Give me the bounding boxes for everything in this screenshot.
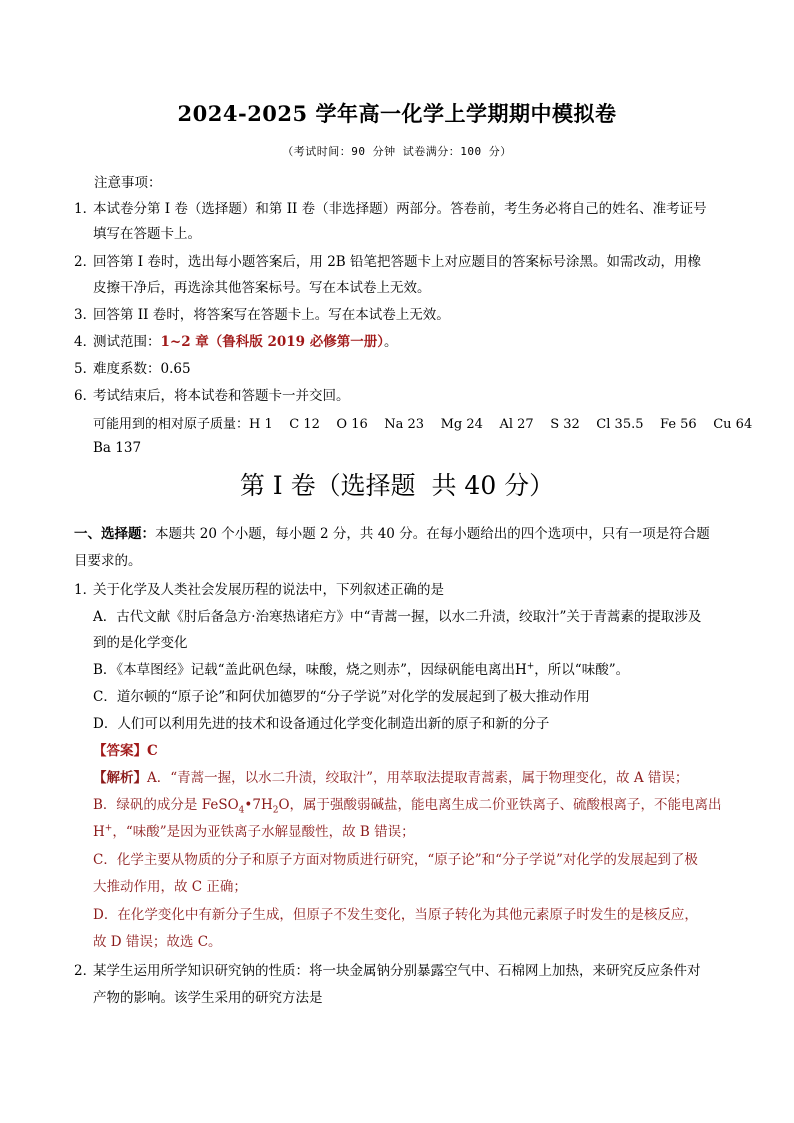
note-item-3 <box>74 303 450 323</box>
analysis-c: C．化学主要从物质的分子和原子方面对物质进行研究，“原子论”和“分子学说”对化学的发展起到了极 <box>93 852 698 868</box>
note-text: 填写在答题卡上。 <box>93 226 201 242</box>
note-number: 1． <box>74 201 97 217</box>
analysis-d: D．在化学变化中有新分子生成，但原子不发生变化，当原子转化为其他元素原子时发生的是核反应， <box>93 907 698 923</box>
question-2-cont: 产物的影响。该学生采用的研究方法是 <box>93 990 323 1006</box>
subscript: 4 <box>238 805 245 816</box>
note-text: 考试结束后，将本试卷和答题卡一并交回。 <box>93 388 350 404</box>
analysis-label: 【解析】 <box>93 770 147 786</box>
note-text: 难度系数：0.65 <box>93 361 191 377</box>
superscript: + <box>104 823 113 834</box>
option-d: D．人们可以利用先进的技术和设备通过化学变化制造出新的原子和新的分子 <box>93 716 550 732</box>
analysis-b <box>93 793 722 816</box>
subscript: 2 <box>272 805 279 816</box>
option-a: A．古代文献《肘后备急方·治寒热诸疟方》中“青蒿一握，以水二升渍，绞取汁”关于青蒿素的提取涉及 <box>93 609 702 625</box>
note-number: 6． <box>74 388 97 404</box>
section-intro-text: 目要求的。 <box>74 553 142 569</box>
test-scope: 1~2 章（鲁科版 2019 必修第一册） <box>160 334 385 350</box>
question-number: 2． <box>74 963 97 979</box>
notes-heading: 注意事项： <box>94 175 162 191</box>
section-label: 一、选择题： <box>74 526 155 542</box>
note-text: 。 <box>384 334 398 350</box>
analysis-text: O，属于强酸弱碱盐，能电离生成二价亚铁离子、硫酸根离子，不能电离出 <box>278 797 722 813</box>
note-number: 3． <box>74 307 97 323</box>
note-item-2 <box>74 250 701 270</box>
page-title: 2024-2025 学年高一化学上学期期中模拟卷 <box>177 101 617 126</box>
note-item-1 <box>74 197 707 217</box>
note-item-5 <box>74 357 191 377</box>
question-text: 某学生运用所学知识研究钠的性质：将一块金属钠分别暴露空气中、石棉网上加热，来研究反应条件对 <box>93 963 701 979</box>
analysis-text: H <box>93 824 105 840</box>
option-c: C．道尔顿的“原子论”和阿伏加德罗的“分子学说”对化学的发展起到了极大推动作用 <box>93 689 590 705</box>
atomic-mass-line: 可能用到的相对原子质量：H 1 C 12 O 16 Na 23 Mg 24 Al 27 S 32 Cl 35.5 Fe 56 Cu 64 <box>93 417 753 432</box>
atomic-mass-line: Ba 137 <box>93 440 142 456</box>
analysis-text: •7H <box>244 797 273 813</box>
note-text: 回答第 II 卷时，将答案写在答题卡上。写在本试卷上无效。 <box>93 307 450 323</box>
question-text: 关于化学及人类社会发展历程的说法中，下列叙述正确的是 <box>93 582 444 598</box>
note-number: 2． <box>74 254 97 270</box>
answer: 【答案】C <box>93 743 158 759</box>
note-number: 4． <box>74 334 97 350</box>
section-intro-text: 本题共 20 个小题，每小题 2 分，共 40 分。在每小题给出的四个选项中，只有一项是符合题 <box>155 526 710 542</box>
option-b <box>93 658 629 678</box>
option-text: B．《本草图经》记载“盖此矾色绿，味酸，烧之则赤”，因绿矾能电离出H <box>93 662 527 678</box>
note-text: 本试卷分第 I 卷（选择题）和第 II 卷（非选择题）两部分。答卷前，考生务必将自己的姓名、准考证号 <box>93 201 707 217</box>
note-text: 测试范围： <box>93 334 161 350</box>
analysis-text: A．“青蒿一握，以水二升渍，绞取汁”，用萃取法提取青蒿素，属于物理变化，故 A 错误； <box>147 770 689 786</box>
analysis-c-cont: 大推动作用，故 C 正确； <box>93 879 247 895</box>
section-intro <box>74 522 710 542</box>
option-a-cont: 到的是化学变化 <box>93 635 188 651</box>
note-item-4 <box>74 330 398 350</box>
analysis-d-cont: 故 D 错误；故选 C。 <box>93 934 222 950</box>
question-1-stem <box>74 578 444 598</box>
note-item-6 <box>74 384 350 404</box>
analysis-text: ，“味酸”是因为亚铁离子水解显酸性，故 B 错误； <box>112 824 415 840</box>
note-number: 5． <box>74 361 97 377</box>
analysis-a <box>93 766 688 786</box>
question-2-stem <box>74 959 701 979</box>
superscript: + <box>526 661 535 672</box>
note-text: 回答第 I 卷时，选出每小题答案后，用 2B 铅笔把答题卡上对应题目的答案标号涂黑。如需改动，用橡 <box>93 254 702 270</box>
option-text: ，所以“味酸”。 <box>534 662 630 678</box>
question-number: 1． <box>74 582 97 598</box>
section-heading: 第 I 卷（选择题 共 40 分） <box>239 471 555 500</box>
note-text: 皮擦干净后，再选涂其他答案标号。写在本试卷上无效。 <box>93 280 431 296</box>
analysis-text: B．绿矾的成分是 FeSO <box>93 797 239 813</box>
analysis-b-cont <box>93 820 415 840</box>
page-subtitle: （考试时间：90 分钟 试卷满分：100 分） <box>282 145 512 158</box>
